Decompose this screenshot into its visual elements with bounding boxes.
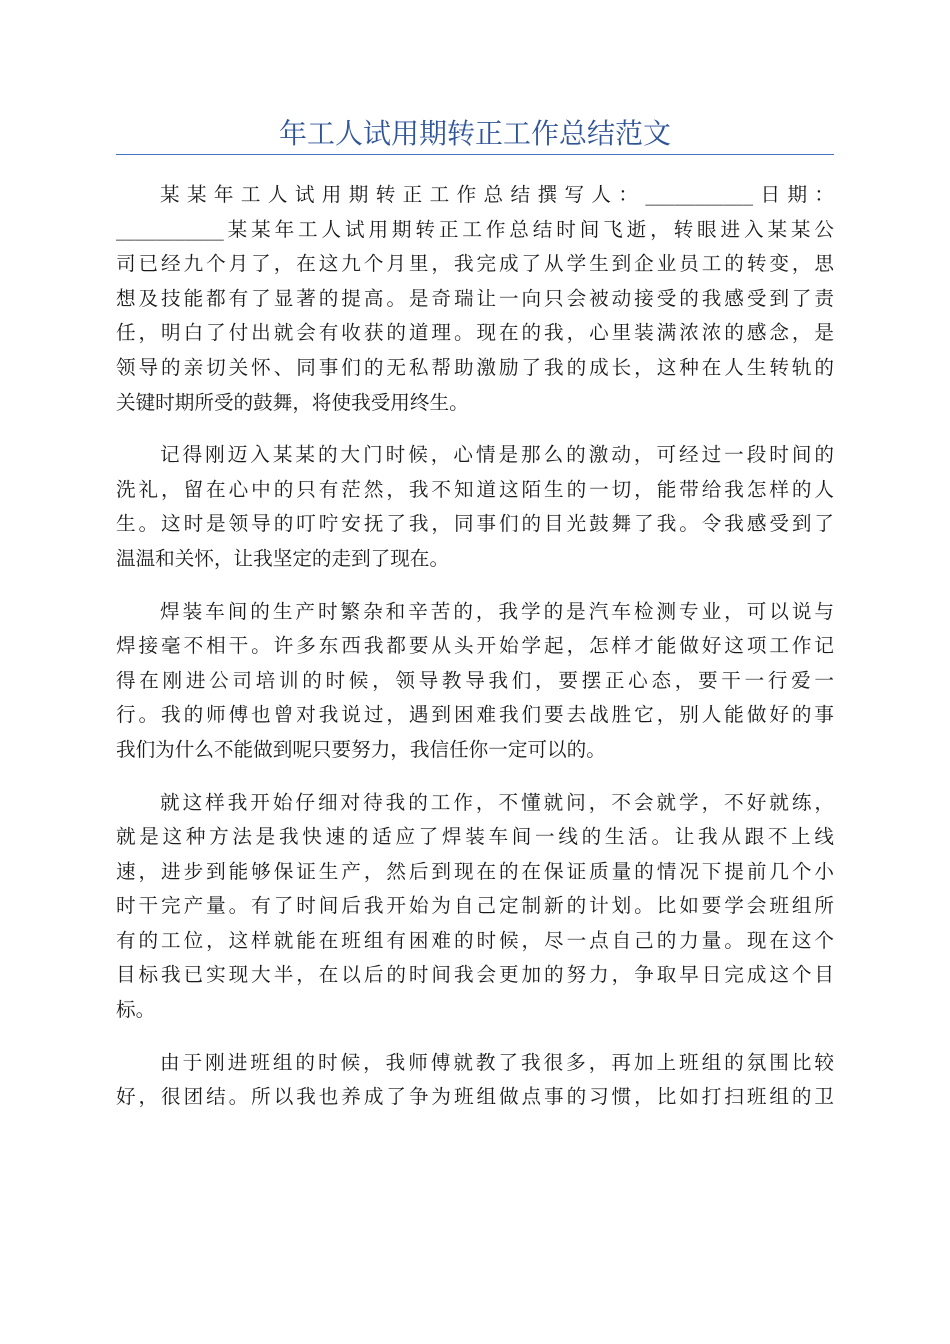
paragraph-line: 任，明白了付出就会有收获的道理。现在的我，心里装满浓浓的感念，是 — [116, 321, 834, 345]
paragraph-line: 洗礼，留在心中的只有茫然，我不知道这陌生的一切，能带给我怎样的人 — [116, 477, 834, 501]
document-body — [116, 178, 834, 1133]
paragraph-line: 记得刚迈入某某的大门时候，心情是那么的激动，可经过一段时间的 — [160, 443, 834, 467]
paragraph-line: 温温和关怀，让我坚定的走到了现在。 — [116, 546, 450, 570]
paragraph-line: 有的工位，这样就能在班组有困难的时候，尽一点自己的力量。现在这个 — [116, 928, 834, 952]
paragraph-line: 行。我的师傅也曾对我说过，遇到困难我们要去战胜它，别人能做好的事 — [116, 703, 834, 727]
paragraph-line: 焊接毫不相干。许多东西我都要从头开始学起，怎样才能做好这项工作记 — [116, 634, 834, 658]
paragraph-line: 标。 — [116, 998, 156, 1022]
paragraph-line: 领导的亲切关怀、同事们的无私帮助激励了我的成长，这种在人生转轨的 — [116, 355, 834, 379]
paragraph-4 — [116, 786, 834, 1028]
paragraph-line: ___________某某年工人试用期转正工作总结时间飞逝，转眼进入某某公 — [116, 217, 834, 241]
paragraph-1 — [116, 178, 834, 420]
paragraph-line: 想及技能都有了显著的提高。是奇瑞让一向只会被动接受的我感受到了责 — [116, 286, 834, 310]
paragraph-line: 焊装车间的生产时繁杂和辛苦的，我学的是汽车检测专业，可以说与 — [160, 599, 834, 623]
paragraph-line: 就是这种方法是我快速的适应了焊装车间一线的生活。让我从跟不上线 — [116, 825, 834, 849]
paragraph-line: 由于刚进班组的时候，我师傅就教了我很多，再加上班组的氛围比较 — [160, 1050, 834, 1074]
paragraph-line: 关键时期所受的鼓舞，将使我受用终生。 — [116, 390, 469, 414]
paragraph-line: 速，进步到能够保证生产，然后到现在的在保证质量的情况下提前几个小 — [116, 859, 834, 883]
paragraph-line: 得在刚进公司培训的时候，领导教导我们，要摆正心态，要干一行爱一 — [116, 668, 834, 692]
paragraph-line: 生。这时是领导的叮咛安抚了我，同事们的目光鼓舞了我。令我感受到了 — [116, 512, 834, 536]
paragraph-2 — [116, 438, 834, 576]
paragraph-line: 就这样我开始仔细对待我的工作，不懂就问，不会就学，不好就练， — [160, 790, 834, 814]
paragraph-line: 好，很团结。所以我也养成了争为班组做点事的习惯，比如打扫班组的卫 — [116, 1085, 834, 1109]
title-underline — [116, 154, 834, 155]
paragraph-3 — [116, 595, 834, 768]
document-title: 年工人试用期转正工作总结范文 — [278, 117, 671, 150]
paragraph-5 — [116, 1046, 834, 1115]
paragraph-line: 某某年工人试用期转正工作总结撰写人：___________日期： — [160, 183, 834, 206]
paragraph-line: 目标我已实现大半，在以后的时间我会更加的努力，争取早日完成这个目 — [116, 963, 834, 987]
paragraph-line: 司已经九个月了，在这九个月里，我完成了从学生到企业员工的转变，思 — [116, 252, 834, 276]
paragraph-line: 时干完产量。有了时间后我开始为自己定制新的计划。比如要学会班组所 — [116, 894, 834, 918]
paragraph-line: 我们为什么不能做到呢只要努力，我信任你一定可以的。 — [116, 737, 606, 761]
